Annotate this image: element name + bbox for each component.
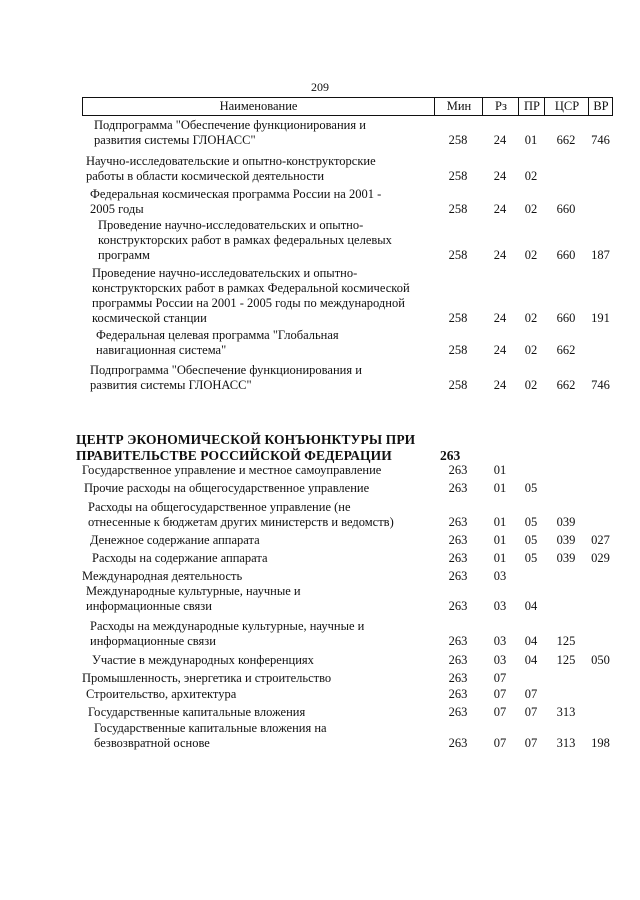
cell-pr: 01 xyxy=(524,133,538,147)
cell-min: 258 xyxy=(448,133,468,147)
section-min: 263 xyxy=(440,448,461,463)
cell-min: 263 xyxy=(448,551,468,565)
cell-rz: 03 xyxy=(493,653,507,667)
cell-csr: 039 xyxy=(556,533,576,547)
cell-rz: 07 xyxy=(493,705,507,719)
cell-pr: 02 xyxy=(524,311,538,325)
cell-rz: 01 xyxy=(493,481,507,495)
header-csr: ЦСР xyxy=(544,98,589,115)
cell-vr: 029 xyxy=(591,551,610,565)
row-name: Подпрограмма "Обеспечение функционирования и развития системы ГЛОНАСС" xyxy=(90,363,362,392)
cell-rz: 01 xyxy=(493,551,507,565)
row-name: Участие в международных конференциях xyxy=(92,653,314,667)
table-row xyxy=(82,154,613,184)
table-row xyxy=(82,584,613,614)
table-row xyxy=(82,500,613,530)
cell-min: 258 xyxy=(448,202,468,216)
cell-rz: 07 xyxy=(493,687,507,701)
table-row xyxy=(82,266,613,326)
cell-pr: 04 xyxy=(524,634,538,648)
row-name: Расходы на содержание аппарата xyxy=(92,551,268,565)
cell-min: 263 xyxy=(448,736,468,750)
cell-min: 258 xyxy=(448,169,468,183)
header-name: Наименование xyxy=(219,99,298,113)
table-row xyxy=(82,682,613,702)
cell-csr: 662 xyxy=(556,378,576,392)
row-name: Государственное управление и местное самоуправление xyxy=(82,463,382,477)
cell-csr: 313 xyxy=(556,736,576,750)
cell-rz: 03 xyxy=(493,634,507,648)
header-rz: Рз xyxy=(482,98,519,115)
cell-rz: 24 xyxy=(493,343,507,357)
row-name: Федеральная целевая программа "Глобальная навигационная система" xyxy=(96,328,339,357)
cell-csr: 125 xyxy=(556,653,576,667)
cell-csr: 039 xyxy=(556,551,576,565)
table-row xyxy=(82,118,613,148)
row-name: Расходы на общегосударственное управление (не отнесенные к бюджетам других министерств и ведомств) xyxy=(88,500,394,529)
cell-min: 263 xyxy=(448,533,468,547)
cell-rz: 03 xyxy=(493,599,507,613)
cell-csr: 660 xyxy=(556,311,576,325)
cell-pr: 07 xyxy=(524,687,538,701)
cell-pr: 05 xyxy=(524,515,538,529)
row-name: Денежное содержание аппарата xyxy=(90,533,260,547)
cell-pr: 05 xyxy=(524,533,538,547)
table-row xyxy=(82,528,613,548)
cell-min: 263 xyxy=(448,634,468,648)
row-name: Проведение научно-исследовательских и опытно- конструкторских работ в рамках федеральных целевых программ xyxy=(98,218,392,262)
cell-vr: 187 xyxy=(591,248,610,262)
row-name: Международная деятельность xyxy=(82,569,243,583)
table-header xyxy=(82,97,613,116)
table-row xyxy=(82,700,613,720)
cell-min: 263 xyxy=(448,515,468,529)
row-name: Международные культурные, научные и информационные связи xyxy=(86,584,301,613)
cell-min: 263 xyxy=(448,599,468,613)
cell-pr: 02 xyxy=(524,378,538,392)
cell-vr: 746 xyxy=(591,133,610,147)
cell-pr: 04 xyxy=(524,599,538,613)
header-min: Мин xyxy=(434,98,483,115)
budget-table xyxy=(82,97,613,116)
cell-rz: 24 xyxy=(493,378,507,392)
table-row xyxy=(82,546,613,566)
row-name: Подпрограмма "Обеспечение функционирования и развития системы ГЛОНАСС" xyxy=(94,118,366,147)
cell-csr: 313 xyxy=(556,705,576,719)
row-name: Государственные капитальные вложения на безвозвратной основе xyxy=(94,721,327,750)
cell-vr: 050 xyxy=(591,653,610,667)
row-name: Строительство, архитектура xyxy=(86,687,237,701)
table-row xyxy=(82,721,613,751)
cell-min: 263 xyxy=(448,671,468,685)
cell-rz: 03 xyxy=(493,569,507,583)
cell-min: 263 xyxy=(448,687,468,701)
table-row xyxy=(82,564,613,584)
cell-min: 263 xyxy=(448,569,468,583)
cell-vr: 191 xyxy=(591,311,610,325)
header-vr: ВР xyxy=(588,98,613,115)
cell-vr: 746 xyxy=(591,378,610,392)
cell-rz: 01 xyxy=(493,515,507,529)
cell-vr: 027 xyxy=(591,533,610,547)
cell-csr: 660 xyxy=(556,248,576,262)
cell-pr: 05 xyxy=(524,481,538,495)
cell-csr: 660 xyxy=(556,202,576,216)
table-row xyxy=(82,619,613,649)
cell-rz: 24 xyxy=(493,248,507,262)
cell-csr: 662 xyxy=(556,133,576,147)
cell-pr: 04 xyxy=(524,653,538,667)
row-name: Проведение научно-исследовательских и опытно- конструкторских работ в рамках Федеральной космической программы России на 2001 - 2005 годы по международной космической станции xyxy=(92,266,410,325)
cell-csr: 039 xyxy=(556,515,576,529)
cell-min: 263 xyxy=(448,705,468,719)
table-row xyxy=(82,476,613,496)
page-number: 209 xyxy=(311,80,329,94)
row-name: Федеральная космическая программа России на 2001 - 2005 годы xyxy=(90,187,382,216)
table-row xyxy=(82,328,613,358)
cell-min: 263 xyxy=(448,463,468,477)
cell-min: 258 xyxy=(448,311,468,325)
cell-csr: 662 xyxy=(556,343,576,357)
cell-rz: 01 xyxy=(493,463,507,477)
row-name: Научно-исследовательские и опытно-конструкторские работы в области космической деятельности xyxy=(86,154,376,183)
cell-rz: 24 xyxy=(493,202,507,216)
table-row xyxy=(82,363,613,393)
header-pr: ПР xyxy=(518,98,545,115)
cell-pr: 05 xyxy=(524,551,538,565)
table-row xyxy=(82,218,613,263)
cell-rz: 07 xyxy=(493,736,507,750)
cell-pr: 02 xyxy=(524,248,538,262)
cell-min: 258 xyxy=(448,378,468,392)
row-name: Расходы на международные культурные, научные и информационные связи xyxy=(90,619,365,648)
cell-pr: 07 xyxy=(524,736,538,750)
cell-rz: 24 xyxy=(493,133,507,147)
cell-rz: 24 xyxy=(493,169,507,183)
row-name: Прочие расходы на общегосударственное управление xyxy=(84,481,370,495)
cell-csr: 125 xyxy=(556,634,576,648)
section-title: ЦЕНТР ЭКОНОМИЧЕСКОЙ КОНЪЮНКТУРЫ ПРИ ПРАВИТЕЛЬСТВЕ РОССИЙСКОЙ ФЕДЕРАЦИИ xyxy=(76,432,416,463)
cell-rz: 24 xyxy=(493,311,507,325)
cell-pr: 02 xyxy=(524,169,538,183)
cell-min: 263 xyxy=(448,481,468,495)
cell-pr: 02 xyxy=(524,343,538,357)
table-row xyxy=(82,648,613,668)
row-name: Промышленность, энергетика и строительство xyxy=(82,671,332,685)
cell-min: 258 xyxy=(448,343,468,357)
cell-pr: 02 xyxy=(524,202,538,216)
cell-min: 263 xyxy=(448,653,468,667)
cell-rz: 01 xyxy=(493,533,507,547)
cell-pr: 07 xyxy=(524,705,538,719)
cell-min: 258 xyxy=(448,248,468,262)
row-name: Государственные капитальные вложения xyxy=(88,705,306,719)
table-row xyxy=(82,187,613,217)
cell-rz: 07 xyxy=(493,671,507,685)
cell-vr: 198 xyxy=(591,736,610,750)
